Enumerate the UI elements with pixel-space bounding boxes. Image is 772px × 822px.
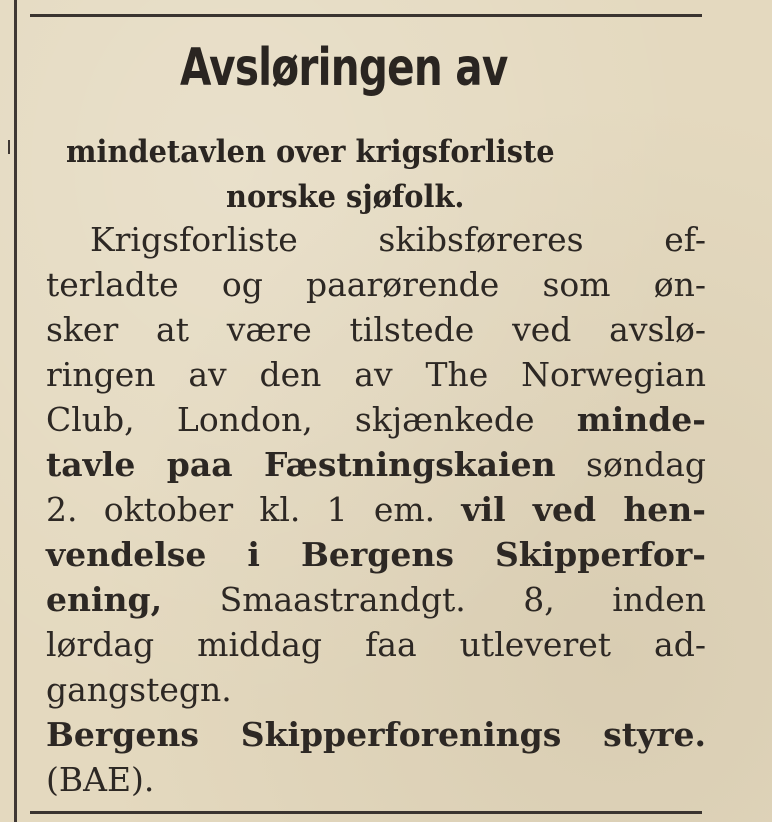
headline: Avsløringen av bbox=[180, 38, 508, 98]
body-text-bold: tavle paa Fæstningskaien bbox=[46, 445, 556, 484]
body-text: Club, London, skjænkede bbox=[46, 400, 577, 439]
body-line bbox=[46, 398, 706, 442]
body-line: lørdag middag faa utleveret ad- bbox=[46, 625, 706, 664]
body-text-bold: ening, bbox=[46, 580, 163, 619]
body-line: Krigsforliste skibsføreres ef- bbox=[90, 220, 706, 259]
subheading-line-2: norske sjøfolk. bbox=[226, 179, 465, 215]
body-text: Smaastrandgt. 8, inden bbox=[162, 580, 706, 619]
column-rule-mark bbox=[8, 140, 10, 154]
body-line: ringen av den av The Norwegian bbox=[46, 355, 706, 394]
body-text: søndag bbox=[555, 445, 706, 484]
signature-line: Bergens Skipperforenings styre. bbox=[46, 715, 706, 754]
body-line: terladte og paarørende som øn- bbox=[46, 265, 706, 304]
body-text-bold: vil ved hen- bbox=[461, 490, 706, 529]
body-text: 2. oktober kl. 1 em. bbox=[46, 490, 462, 529]
bottom-rule bbox=[30, 811, 702, 814]
top-rule bbox=[30, 14, 702, 17]
body-line: vendelse i Bergens Skipperfor- bbox=[46, 535, 706, 574]
subheading-line-1: mindetavlen over krigsforliste bbox=[66, 134, 555, 170]
reference-code: (BAE). bbox=[46, 760, 155, 799]
column-rule bbox=[14, 0, 17, 822]
body-line: gangstegn. bbox=[46, 670, 232, 709]
body-line bbox=[46, 488, 706, 532]
body-line: sker at være tilstede ved avslø- bbox=[46, 310, 706, 349]
body-line bbox=[46, 578, 706, 622]
body-text-bold: minde- bbox=[576, 400, 706, 439]
body-line bbox=[46, 443, 706, 487]
